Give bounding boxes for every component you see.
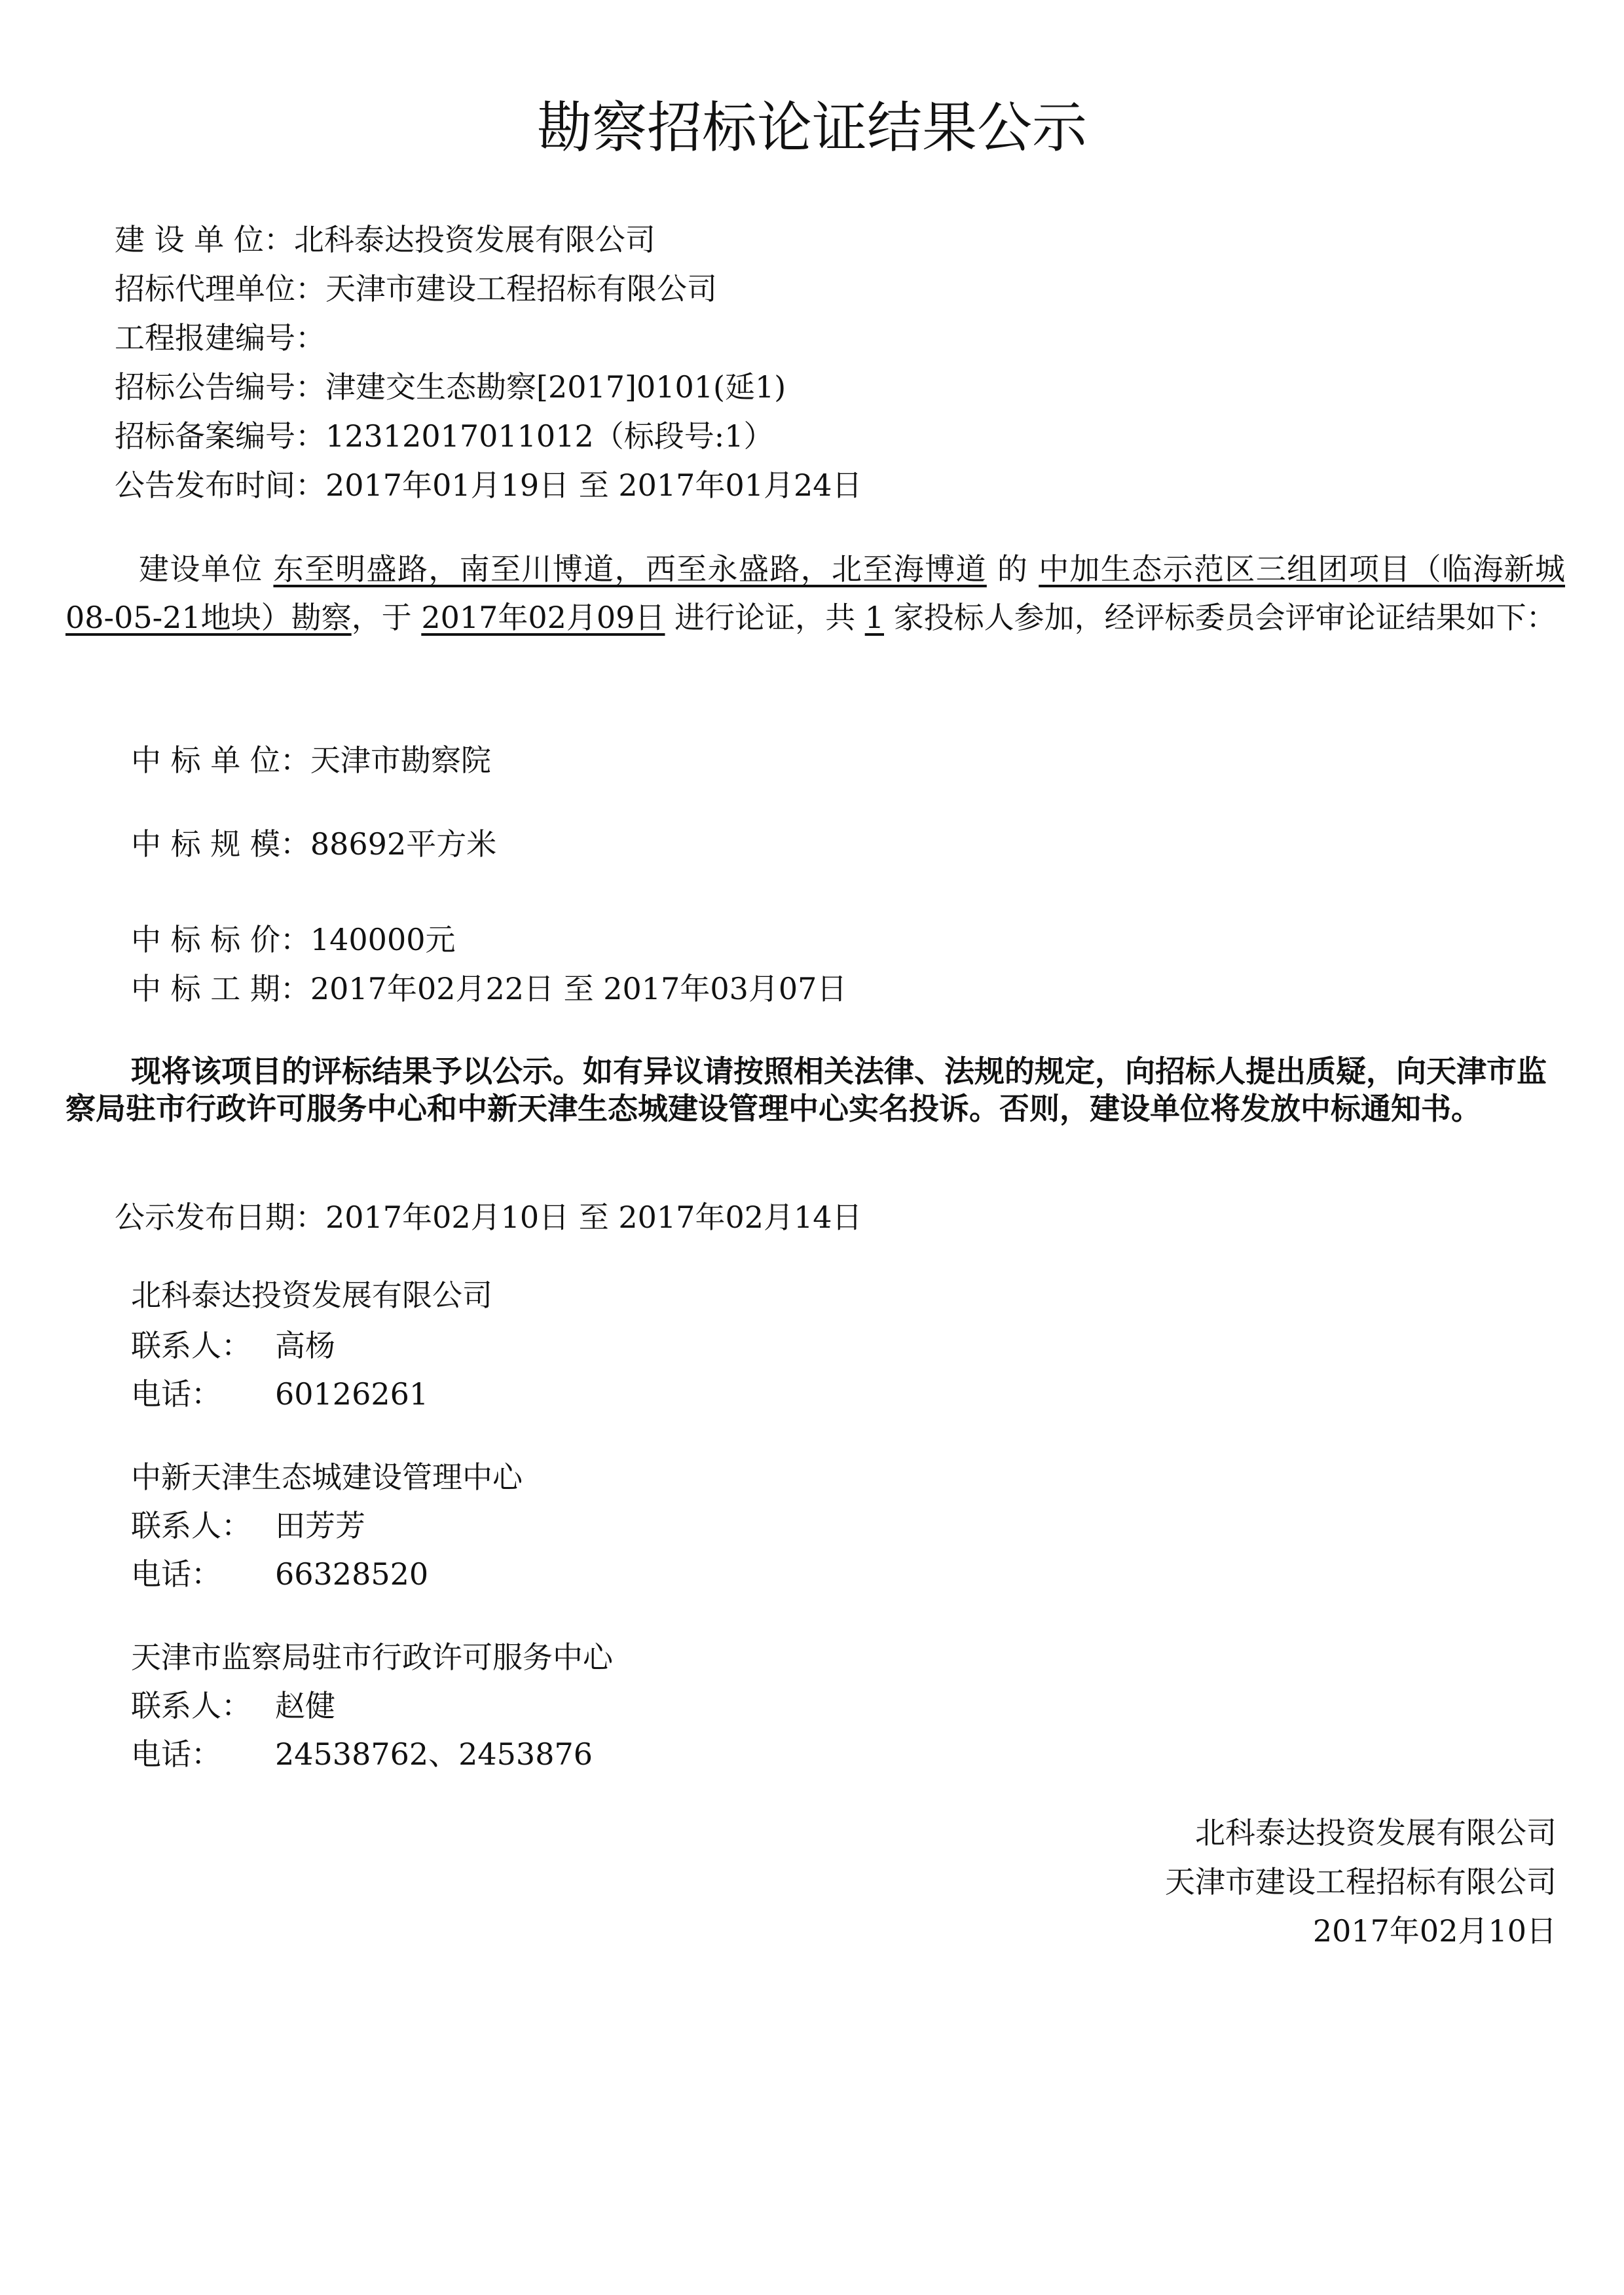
contact-person: 联系人： 田芳芳 [131, 1508, 365, 1543]
page-title: 勘察招标论证结果公示 [536, 96, 1087, 160]
field-label: 公告发布时间： [115, 468, 325, 503]
contact-org: 北科泰达投资发展有限公司 [131, 1277, 492, 1313]
contact-org: 中新天津生态城建设管理中心 [131, 1460, 523, 1495]
contact-phone: 电话： 24538762、2453876 [131, 1736, 593, 1772]
field-construction-unit [115, 220, 655, 259]
award-value: 88692平方米 [310, 826, 497, 862]
field-label: 招标代理单位： [115, 271, 325, 306]
publish-value: 2017年02月10日 至 2017年02月14日 [325, 1200, 862, 1235]
award-value: 天津市勘察院 [310, 743, 491, 778]
signature-date: 2017年02月10日 [1312, 1913, 1557, 1949]
field-agency [115, 269, 717, 308]
award-label: 中 标 单 位： [131, 743, 310, 778]
award-value: 2017年02月22日 至 2017年03月07日 [310, 971, 847, 1006]
award-period [131, 969, 847, 1008]
contact-person: 联系人： 高杨 [131, 1328, 335, 1363]
intro-paragraph: 建设单位 东至明盛路，南至川博道，西至永盛路，北至海博道 的 中加生态示范区三组团项目（临海新城08-05-21地块）勘察，于 2017年02月09日 进行论证，共 1 家投标人参加，经评标委员会评审论证结果如下： [65, 551, 1566, 635]
field-project-number [115, 318, 325, 358]
project-location: 东至明盛路，南至川博道，西至永盛路，北至海博道 [273, 551, 987, 587]
field-announcement-number [115, 367, 786, 407]
field-label: 工程报建编号： [115, 320, 325, 356]
field-value: 北科泰达投资发展有限公司 [293, 222, 655, 257]
contact-phone: 电话： 66328520 [131, 1556, 429, 1592]
award-label: 中 标 工 期： [131, 971, 310, 1006]
field-value: 天津市建设工程招标有限公司 [325, 271, 717, 306]
award-winner [131, 741, 491, 780]
project-name: 中加生态示范区三组团项目（临海新城08-05-21地块）勘察 [65, 551, 1566, 635]
field-value: 12312017011012（标段号:1） [325, 418, 774, 454]
award-value: 140000元 [310, 922, 456, 957]
bidder-count: 1 [864, 600, 884, 635]
contact-person: 联系人： 赵健 [131, 1688, 335, 1723]
field-label: 招标公告编号： [115, 369, 325, 405]
public-notice: 现将该项目的评标结果予以公示。如有异议请按照相关法律、法规的规定，向招标人提出质疑，向天津市监察局驻市行政许可服务中心和中新天津生态城建设管理中心实名投诉。否则，建设单位将发放中标通知书。 [65, 1054, 1547, 1126]
award-label: 中 标 标 价： [131, 922, 310, 957]
field-announcement-period [115, 466, 862, 505]
contact-org: 天津市监察局驻市行政许可服务中心 [131, 1640, 613, 1675]
award-label: 中 标 规 模： [131, 826, 310, 862]
field-label: 招标备案编号： [115, 418, 325, 454]
award-scale [131, 824, 496, 864]
publish-period [115, 1198, 862, 1237]
award-price [131, 920, 455, 959]
field-value: 津建交生态勘察[2017]0101(延1) [325, 369, 786, 405]
field-record-number [115, 416, 774, 456]
field-value: 2017年01月19日 至 2017年01月24日 [325, 468, 862, 503]
contact-phone: 电话： 60126261 [131, 1376, 429, 1412]
evaluation-date: 2017年02月09日 [421, 600, 665, 635]
field-label: 建 设 单 位： [115, 222, 294, 257]
signature-org-2: 天津市建设工程招标有限公司 [1165, 1864, 1557, 1900]
signature-org-1: 北科泰达投资发展有限公司 [1195, 1815, 1557, 1850]
publish-label: 公示发布日期： [115, 1200, 325, 1235]
